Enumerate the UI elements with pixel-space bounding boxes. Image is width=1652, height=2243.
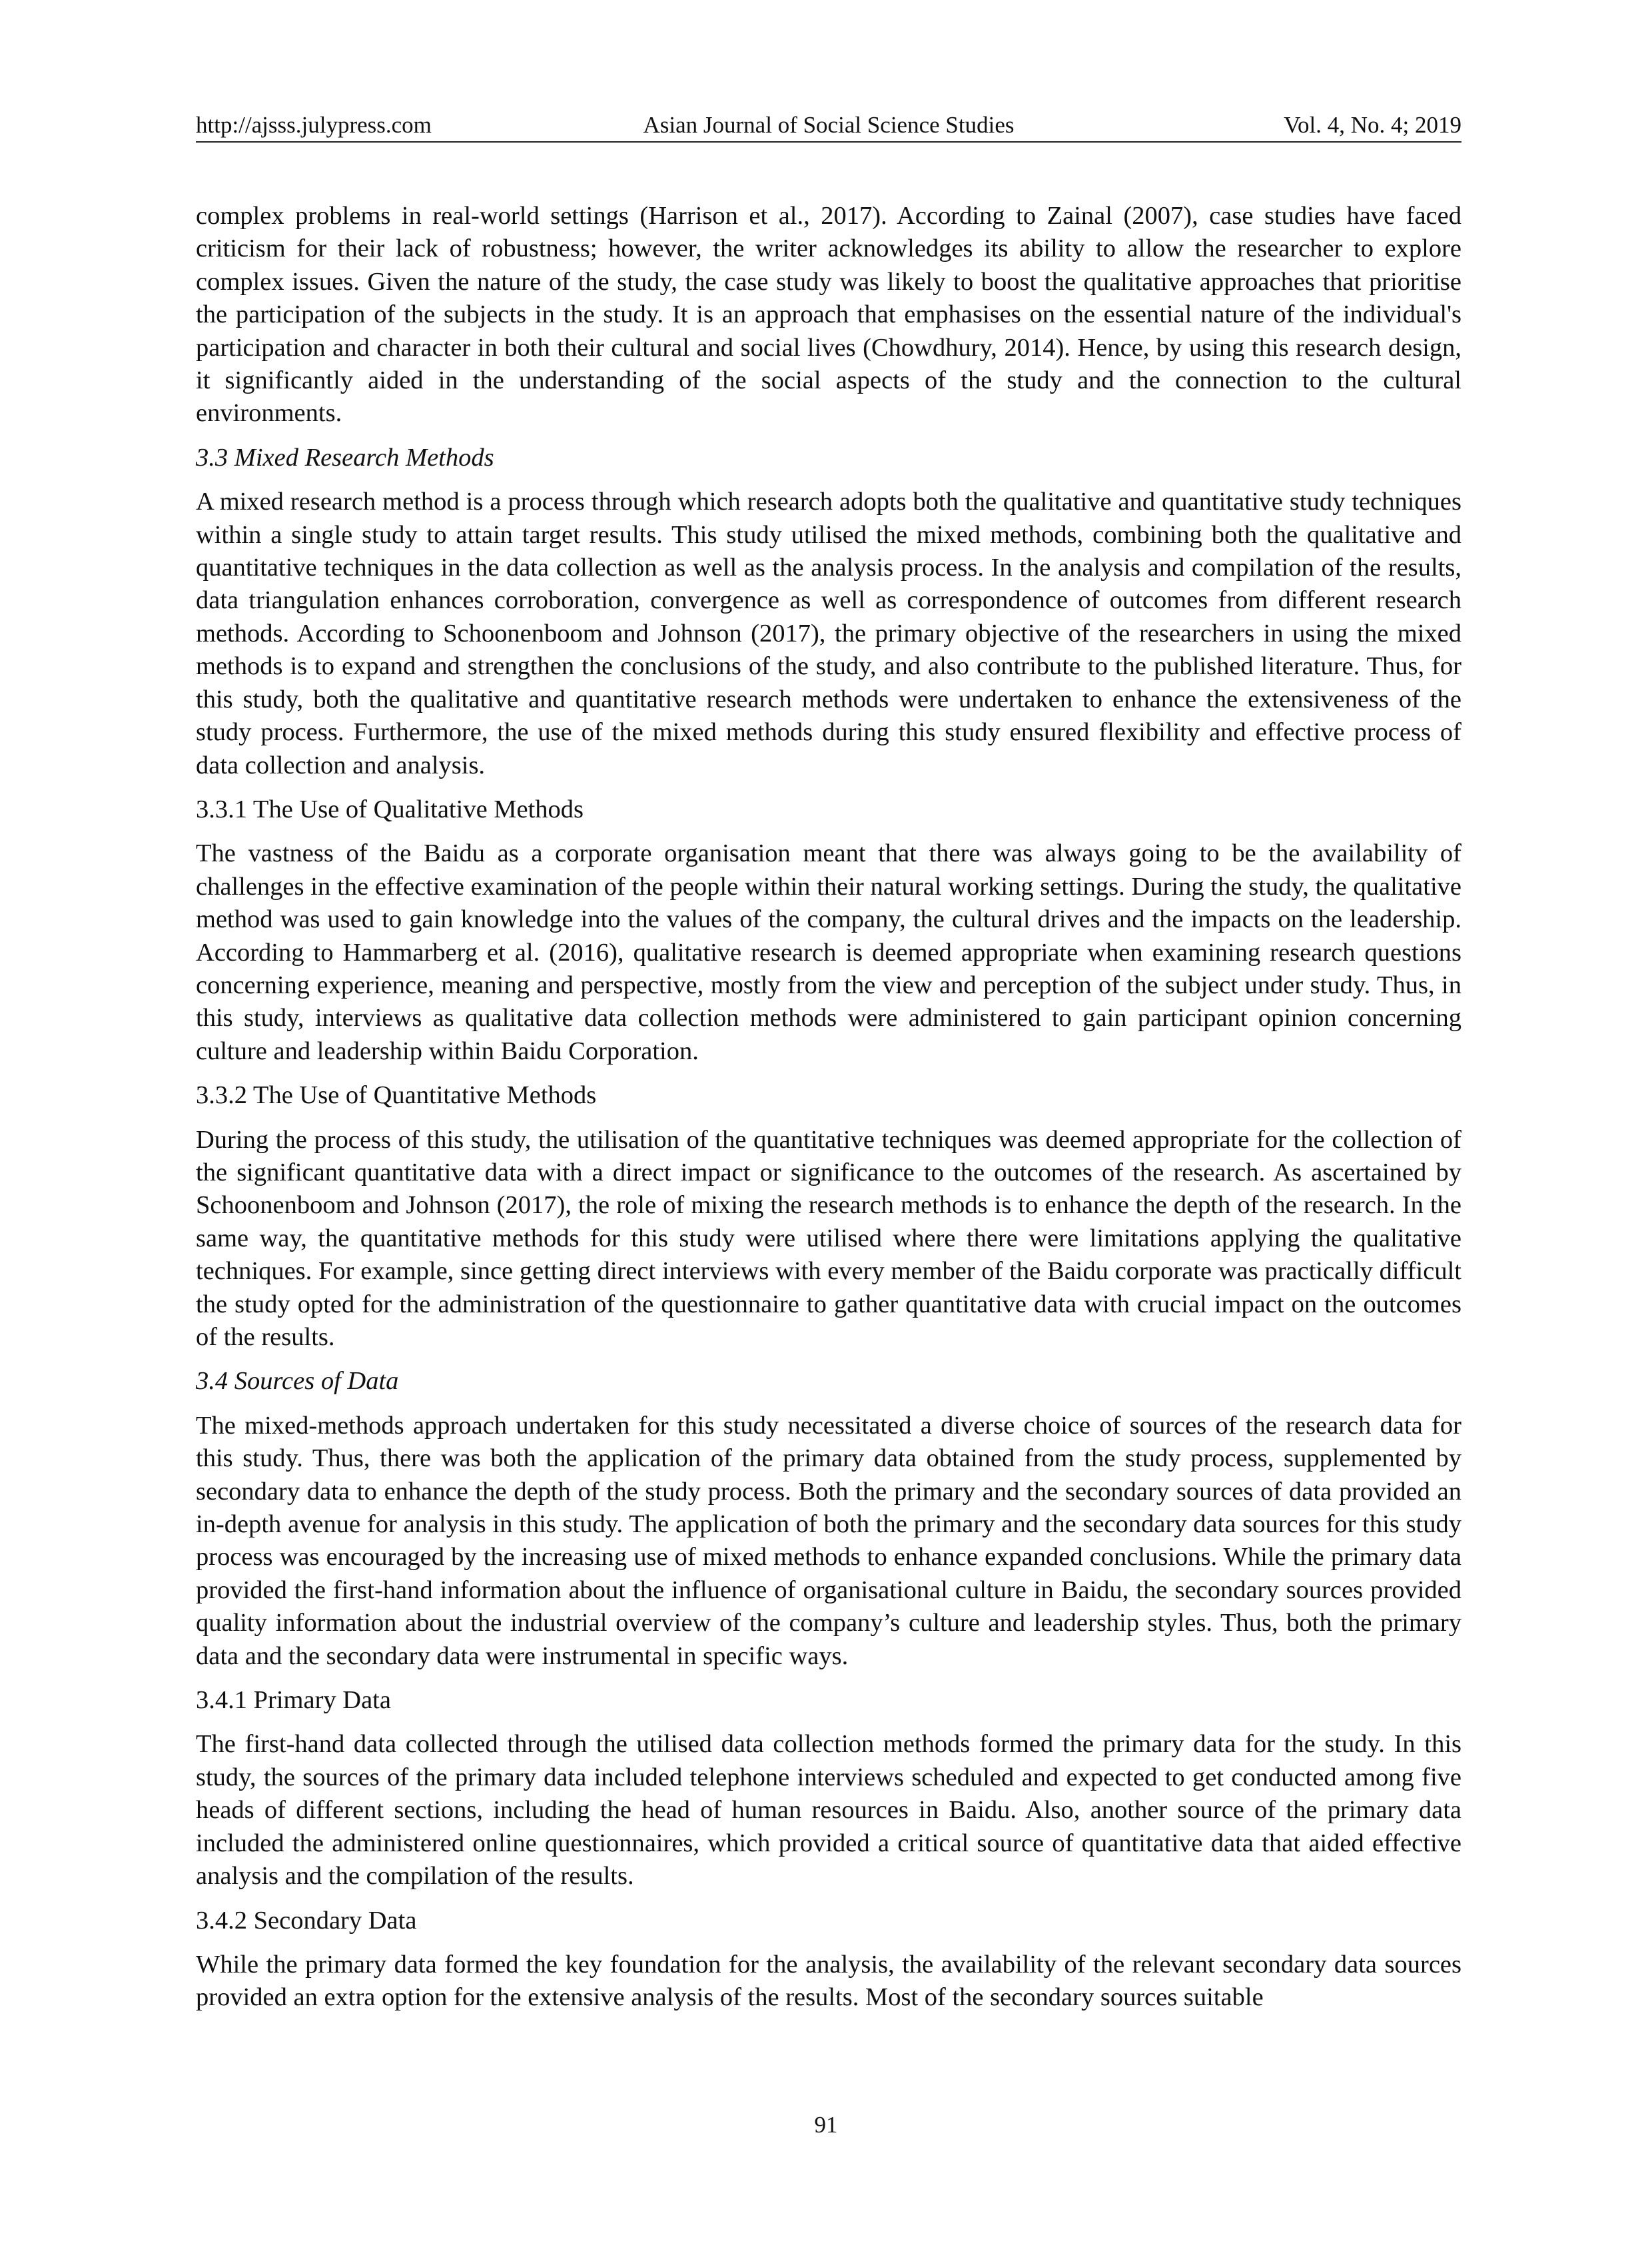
subsection-heading-3-4-2: 3.4.2 Secondary Data — [196, 1906, 417, 1935]
paragraph-primary-data: The first-hand data collected through the utilised data collection methods formed the primary data for the study. In this study, the sources of the primary data included telephone interviews scheduled and expected to get conducted among five heads of different sections, including the head of human resources in Baidu. Also, another source of the primary data included the administered online questionnaires, which provided a critical source of quantitative data that aided effective analysis and the compilation of the results. — [196, 1730, 1461, 1891]
paragraph-sources: The mixed-methods approach undertaken for this study necessitated a diverse choice of sources of the research data for this study. Thus, there was both the application of the primary data obtained from the study process, supplemented by secondary data to enhance the depth of the study process. Both the primary and the secondary sources of data provided an in-depth avenue for analysis in this study. The application of both the primary and the secondary data sources for this study process was encouraged by the increasing use of mixed methods to enhance expanded conclusions. While the primary data provided the first-hand information about the influence of organisational culture in Baidu, the secondary sources provided quality information about the industrial overview of the company’s culture and leadership styles. Thus, both the primary data and the secondary data were instrumental in specific ways. — [196, 1411, 1461, 1670]
journal-title: Asian Journal of Social Science Studies — [643, 112, 1015, 138]
subsection-heading-3-3-1: 3.3.1 The Use of Qualitative Methods — [196, 795, 584, 823]
section-heading-3-3: 3.3 Mixed Research Methods — [196, 443, 494, 472]
page-number: 91 — [814, 2112, 838, 2138]
paragraph-quantitative: During the process of this study, the utilisation of the quantitative techniques was deemed appropriate for the collection of the significant quantitative data with a direct impact or significance to the outcomes of the research. As ascertained by Schoonenboom and Johnson (2017), the role of mixing the research methods is to enhance the depth of the research. In the same way, the quantitative methods for this study were utilised where there were limitations applying the qualitative techniques. For example, since getting direct interviews with every member of the Baidu corporate was practically difficult the study opted for the administration of the questionnaire to gather quantitative data with crucial impact on the outcomes of the results. — [196, 1125, 1461, 1351]
subsection-heading-3-3-2: 3.3.2 The Use of Quantitative Methods — [196, 1081, 597, 1110]
paragraph-secondary-data: While the primary data formed the key foundation for the analysis, the availability of the relevant secondary data sources provided an extra option for the extensive analysis of the results. Most of the secondary sources suitable — [196, 1950, 1461, 2012]
paragraph-mixed-methods: A mixed research method is a process through which research adopts both the qualitative and quantitative study techniques within a single study to attain target results. This study utilised the mixed methods, combining both the qualitative and quantitative techniques in the data collection as well as the analysis process. In the analysis and compilation of the results, data triangulation enhances corroboration, convergence as well as correspondence of outcomes from different research methods. According to Schoonenboom and Johnson (2017), the primary objective of the researchers in using the mixed methods is to expand and strengthen the conclusions of the study, and also contribute to the published literature. Thus, for this study, both the qualitative and quantitative research methods were undertaken to enhance the extensiveness of the study process. Furthermore, the use of the mixed methods during this study ensured flexibility and effective process of data collection and analysis. — [196, 488, 1461, 779]
subsection-heading-3-4-1: 3.4.1 Primary Data — [196, 1686, 391, 1715]
section-heading-3-4: 3.4 Sources of Data — [196, 1367, 399, 1396]
volume-issue: Vol. 4, No. 4; 2019 — [1284, 112, 1461, 138]
paragraph-qualitative: The vastness of the Baidu as a corporate organisation meant that there was always going to be the availability of challenges in the effective examination of the people within their natural working settings. During the study, the qualitative method was used to gain knowledge into the values of the company, the cultural drives and the impacts on the leadership. According to Hammarberg et al. (2016), qualitative research is deemed appropriate when examining research questions concerning experience, meaning and perspective, mostly from the view and perception of the subject under study. Thus, in this study, interviews as qualitative data collection methods were administered to gain participant opinion concerning culture and leadership within Baidu Corporation. — [196, 839, 1461, 1065]
article-body — [196, 200, 1461, 2026]
paragraph-case-study: complex problems in real-world settings (Harrison et al., 2017). According to Zainal (2007), case studies have faced criticism for their lack of robustness; however, the writer acknowledges its ability to allow the researcher to explore complex issues. Given the nature of the study, the case study was likely to boost the qualitative approaches that prioritise the participation of the subjects in the study. It is an approach that emphasises on the essential nature of the individual's participation and character in both their cultural and social lives (Chowdhury, 2014). Hence, by using this research design, it significantly aided in the understanding of the social aspects of the study and the connection to the cultural environments. — [196, 202, 1461, 428]
journal-url[interactable]: http://ajsss.julypress.com — [196, 112, 432, 138]
running-header — [196, 109, 1461, 143]
